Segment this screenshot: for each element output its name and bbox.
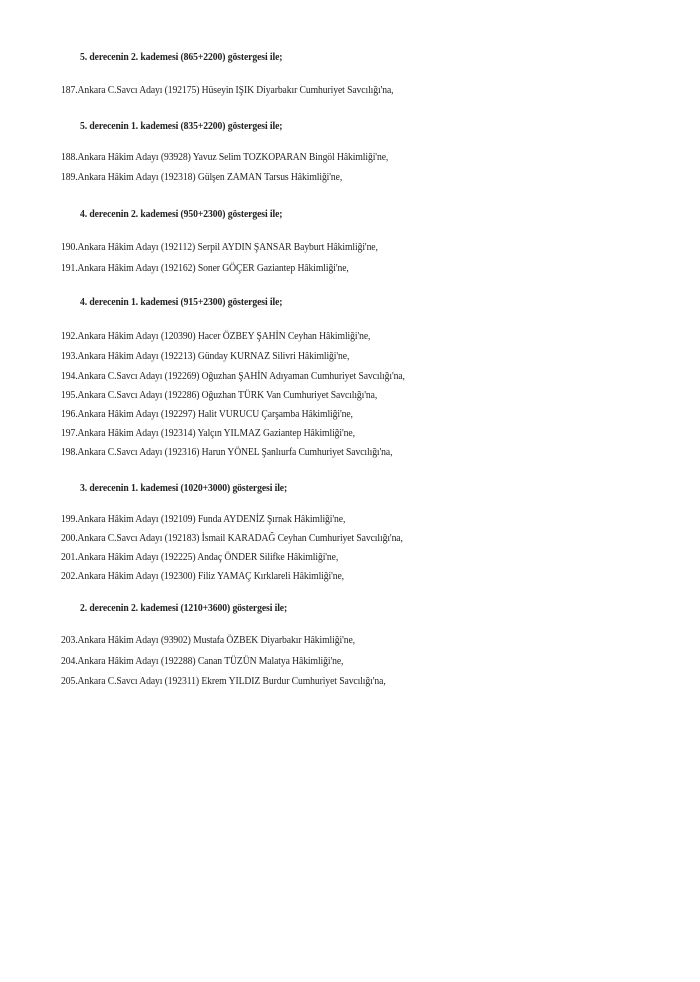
appointment-entry: 197.Ankara Hâkim Adayı (192314) Yalçın YILMAZ Gaziantep Hâkimliği'ne, [61,428,355,439]
section-heading: 4. derecenin 2. kademesi (950+2300) göstergesi ile; [80,209,283,220]
appointment-entry: 194.Ankara C.Savcı Adayı (192269) Oğuzhan ŞAHİN Adıyaman Cumhuriyet Savcılığı'na, [61,371,405,382]
section-heading: 5. derecenin 1. kademesi (835+2200) göstergesi ile; [80,121,283,132]
appointment-entry: 198.Ankara C.Savcı Adayı (192316) Harun YÖNEL Şanlıurfa Cumhuriyet Savcılığı'na, [61,447,393,458]
appointment-entry: 190.Ankara Hâkim Adayı (192112) Serpil AYDIN ŞANSAR Bayburt Hâkimliği'ne, [61,242,378,253]
appointment-entry: 200.Ankara C.Savcı Adayı (192183) İsmail KARADAĞ Ceyhan Cumhuriyet Savcılığı'na, [61,533,403,544]
appointment-entry: 192.Ankara Hâkim Adayı (120390) Hacer ÖZBEY ŞAHİN Ceyhan Hâkimliği'ne, [61,331,371,342]
section-heading: 5. derecenin 2. kademesi (865+2200) göstergesi ile; [80,52,283,63]
section-heading: 3. derecenin 1. kademesi (1020+3000) göstergesi ile; [80,483,288,494]
appointment-entry: 188.Ankara Hâkim Adayı (93928) Yavuz Selim TOZKOPARAN Bingöl Hâkimliği'ne, [61,152,389,163]
appointment-entry: 203.Ankara Hâkim Adayı (93902) Mustafa ÖZBEK Diyarbakır Hâkimliği'ne, [61,635,355,646]
appointment-entry: 205.Ankara C.Savcı Adayı (192311) Ekrem YILDIZ Burdur Cumhuriyet Savcılığı'na, [61,676,386,687]
appointment-entry: 187.Ankara C.Savcı Adayı (192175) Hüseyin IŞIK Diyarbakır Cumhuriyet Savcılığı'na, [61,85,394,96]
appointment-entry: 191.Ankara Hâkim Adayı (192162) Soner GÖÇER Gaziantep Hâkimliği'ne, [61,263,349,274]
appointment-entry: 196.Ankara Hâkim Adayı (192297) Halit VURUCU Çarşamba Hâkimliği'ne, [61,409,353,420]
appointment-entry: 189.Ankara Hâkim Adayı (192318) Gülşen ZAMAN Tarsus Hâkimliği'ne, [61,172,343,183]
appointment-entry: 202.Ankara Hâkim Adayı (192300) Filiz YAMAÇ Kırklareli Hâkimliği'ne, [61,571,345,582]
section-heading: 2. derecenin 2. kademesi (1210+3600) göstergesi ile; [80,603,288,614]
appointment-entry: 193.Ankara Hâkim Adayı (192213) Günday KURNAZ Silivri Hâkimliği'ne, [61,351,350,362]
section-heading: 4. derecenin 1. kademesi (915+2300) göstergesi ile; [80,297,283,308]
appointment-entry: 195.Ankara C.Savcı Adayı (192286) Oğuzhan TÜRK Van Cumhuriyet Savcılığı'na, [61,390,378,401]
appointment-entry: 201.Ankara Hâkim Adayı (192225) Andaç ÖNDER Silifke Hâkimliği'ne, [61,552,339,563]
appointment-entry: 199.Ankara Hâkim Adayı (192109) Funda AYDENİZ Şırnak Hâkimliği'ne, [61,514,346,525]
appointment-entry: 204.Ankara Hâkim Adayı (192288) Canan TÜZÜN Malatya Hâkimliği'ne, [61,656,344,667]
